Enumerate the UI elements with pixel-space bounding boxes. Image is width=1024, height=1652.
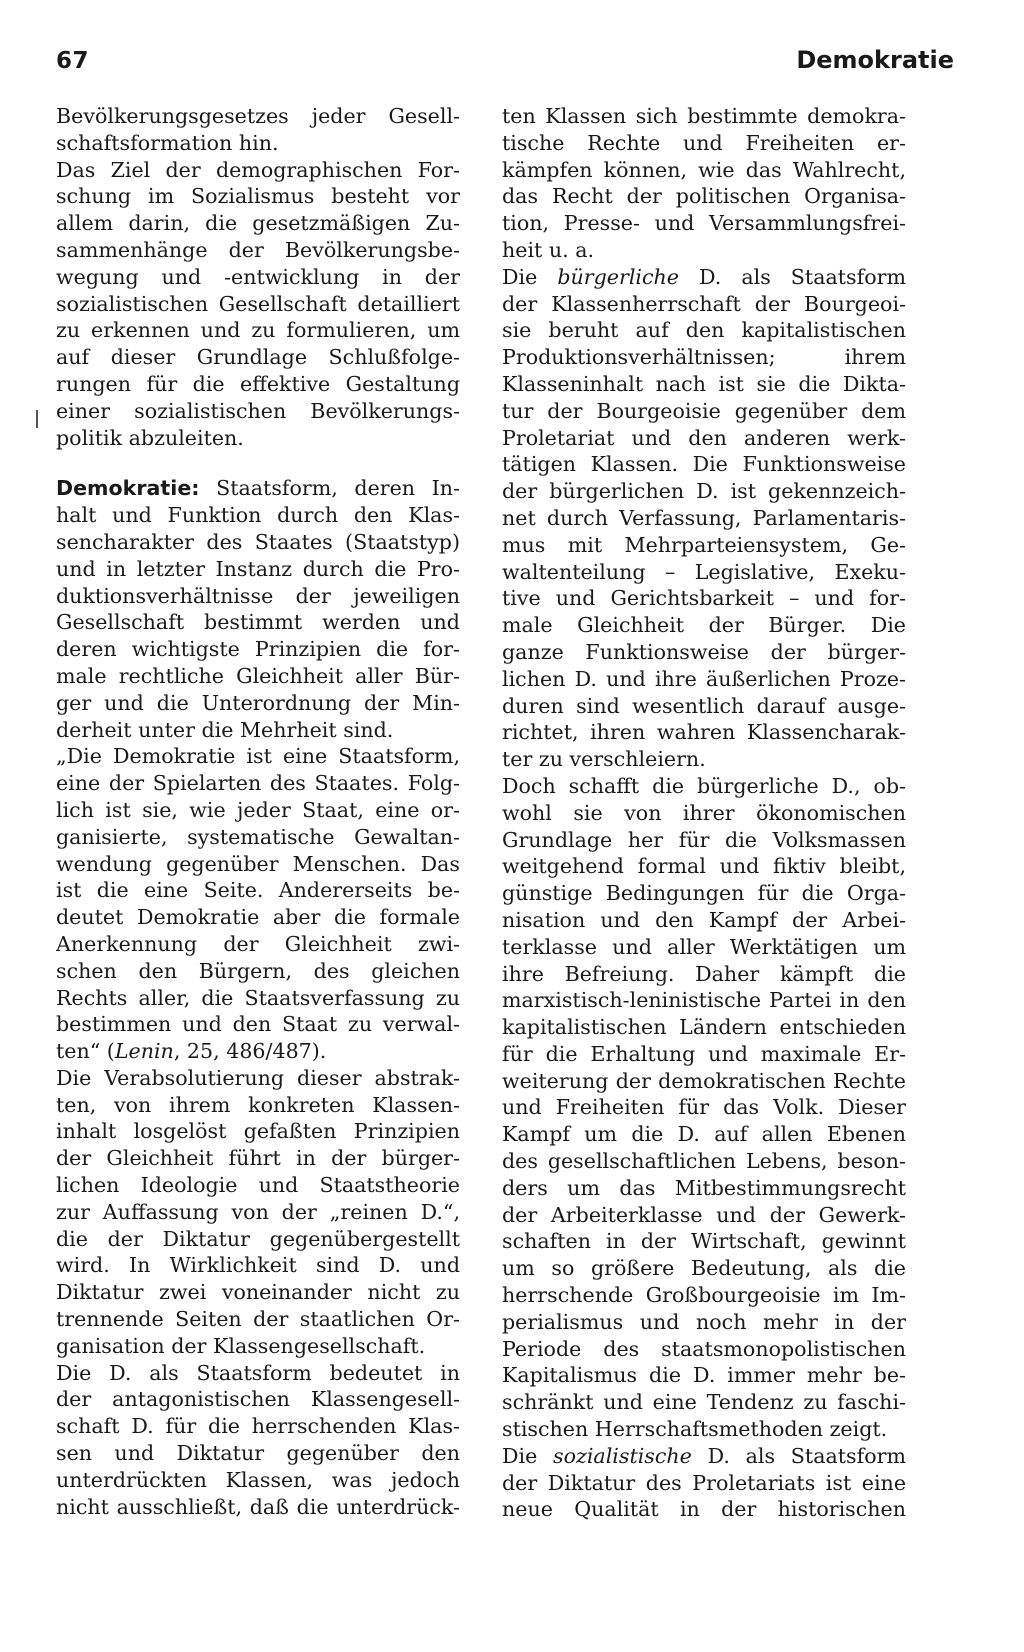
text-line: Kapitalismus die D. immer mehr be- [502,1363,906,1388]
page-number: 67 [56,48,90,74]
text-line: Klasseninhalt nach ist sie die Dikta- [502,371,906,396]
text-line: neue Qualität in der historischen [502,1497,906,1522]
text-line: weiterung der demokratischen Rechte [502,1068,906,1093]
text-line: tur der Bourgeoisie gegenüber dem [502,398,906,423]
text-line: eine der Spielarten des Staates. Folg- [56,771,460,796]
paragraph [56,103,460,157]
text-line: marxistisch-leninistische Partei in den [502,988,906,1013]
text-line: ganisation der Klassengesellschaft. [56,1333,426,1358]
text-line: Doch schafft die bürgerliche D., ob- [502,773,906,798]
text-line: unterdrückten Klassen, was jedoch [56,1467,460,1492]
text-line: Produktionsverhältnissen; ihrem [502,345,906,370]
text-line: der antagonistischen Klassengesell- [56,1387,460,1412]
text-line: der Klassenherrschaft der Bourgeoi- [502,291,906,316]
text-line: Kampf um die D. auf allen Ebenen [502,1122,906,1147]
paragraph [502,1443,906,1523]
text-line: nicht ausschließt, daß die unterdrück- [56,1494,460,1519]
text-line: Das Ziel der demographischen For- [56,157,460,182]
text-line: schaften in der Wirtschaft, gewinnt [502,1229,906,1254]
text-line: male Gleichheit der Bürger. Die [502,613,906,638]
text-line: derheit unter die Mehrheit sind. [56,717,394,742]
text-line: nisation und den Kampf der Arbei- [502,907,906,932]
text-line: duktionsverhältnisse der jeweiligen [56,583,460,608]
text-line: deren wichtigste Prinzipien die for- [56,637,460,662]
text-line: allem darin, die gesetzmäßigen Zu- [56,211,460,236]
text-line: schränkt und eine Tendenz zu faschi- [502,1390,906,1415]
left-column [56,103,460,1520]
text-line: male rechtliche Gleichheit aller Bür- [56,663,460,688]
right-column [502,103,906,1523]
citation-author: Lenin [114,1039,174,1064]
text-line: rungen für die effektive Gestaltung [56,371,460,396]
text-line: „Die Demokratie ist eine Staatsform, [56,744,460,769]
entry-definition [56,475,460,743]
text-line: ter zu verschleiern. [502,747,706,772]
text-line: ten Klassen sich bestimmte demokra- [502,104,906,128]
text-line: zu erkennen und zu formulieren, um [56,318,460,343]
text-line: sencharakter des Staates (Staatstyp) [56,529,460,554]
text-line: ten, von ihrem konkreten Klassen- [56,1092,460,1117]
text-line: sie beruht auf den kapitalistischen [502,318,906,343]
text-line: zur Auffassung von der „reinen D.“, [56,1199,460,1224]
text-line: sammenhänge der Bevölkerungsbe- [56,237,460,262]
text-line: heit u. a. [502,237,595,262]
quotation-paragraph [56,743,460,1065]
text-line: politik abzuleiten. [56,425,244,450]
text-line: ganisierte, systematische Gewaltan- [56,824,460,849]
text-line: Bevölkerungsgesetzes jeder Gesell- [56,104,460,128]
text-line: für die Erhaltung und maximale Er- [502,1041,906,1066]
text-line: der Gleichheit führt in der bürger- [56,1146,460,1171]
running-title: Demokratie [796,46,954,74]
text-line: einer sozialistischen Bevölkerungs- [56,398,460,423]
paragraph [56,157,460,452]
text-line: Gesellschaft bestimmt werden und [56,610,460,635]
text-line: kapitalistischen Ländern entschieden [502,1015,906,1040]
entry-term: Demokratie: [56,476,200,501]
text-line: trennende Seiten der staatlichen Or- [56,1307,460,1332]
text-line: halt und Funktion durch den Klas- [56,503,460,528]
text-line: Die sozialistische D. als Staatsform [502,1443,906,1468]
text-line: lichen Ideologie und Staatstheorie [56,1173,460,1198]
text-line: perialismus und noch mehr in der [502,1309,906,1334]
text-line: Proletariat und den anderen werk- [502,425,906,450]
text-line: deutet Demokratie aber die formale [56,905,460,930]
text-line: ganze Funktionsweise der bürger- [502,639,906,664]
text-line: lich ist sie, wie jeder Staat, eine or- [56,797,460,822]
text-line: Die bürgerliche D. als Staatsform [502,264,906,289]
entry-text: Staatsform, deren In- [199,476,460,501]
text-line: wohl sie von ihrer ökonomischen [502,800,906,825]
margin-mark [36,410,38,428]
text-line: tische Rechte und Freiheiten er- [502,130,906,155]
text-line: wegung und -entwicklung in der [56,264,460,289]
text-line: ihre Befreiung. Daher kämpft die [502,961,906,986]
text-line: Rechts aller, die Staatsverfassung zu [56,985,460,1010]
text-line: wird. In Wirklichkeit sind D. und [56,1253,460,1278]
text-line: schung im Sozialismus besteht vor [56,184,460,209]
text-line: Die D. als Staatsform bedeutet in [56,1360,460,1385]
emphasized-term: sozialistische [553,1443,692,1468]
text-line [56,475,460,502]
text-line: waltenteilung – Legislative, Exeku- [502,559,906,584]
text-line: schaft D. für die herrschenden Klas- [56,1414,460,1439]
text-line: Die Verabsolutierung dieser abstrak- [56,1065,460,1090]
text-line: sen und Diktatur gegenüber den [56,1441,460,1466]
text-line: schaftsformation hin. [56,130,279,155]
text-line: schen den Bürgern, des gleichen [56,958,460,983]
text-line: ist die eine Seite. Andererseits be- [56,878,460,903]
text-line: ders um das Mitbestimmungsrecht [502,1175,906,1200]
text-line: und in letzter Instanz durch die Pro- [56,556,460,581]
text-line: der Arbeiterklasse und der Gewerk- [502,1202,906,1227]
text-line: der Diktatur des Proletariats ist eine [502,1470,906,1495]
text-line: herrschende Großbourgeoisie im Im- [502,1283,906,1308]
text-line: richtet, ihren wahren Klassencharak- [502,720,906,745]
paragraph [56,1360,460,1521]
text-line: des gesellschaftlichen Lebens, beson- [502,1149,906,1174]
text-line: Anerkennung der Gleichheit zwi- [56,931,460,956]
text-line: bestimmen und den Staat zu verwal- [56,1012,460,1037]
text-line: inhalt losgelöst gefaßten Prinzipien [56,1119,460,1144]
text-line: ger und die Unterordnung der Min- [56,690,460,715]
text-line: weitgehend formal und fiktiv bleibt, [502,854,906,879]
text-line: die der Diktatur gegenübergestellt [56,1226,460,1251]
text-line: auf dieser Grundlage Schlußfolge- [56,345,460,370]
text-line: terklasse und aller Werktätigen um [502,934,906,959]
text-line: Grundlage her für die Volksmassen [502,827,906,852]
text-line: stischen Herrschaftsmethoden zeigt. [502,1417,888,1442]
text-line: tive und Gerichtsbarkeit – und for- [502,586,906,611]
text-line: Periode des staatsmonopolistischen [502,1336,906,1361]
text-line: und Freiheiten für das Volk. Dieser [502,1095,906,1120]
text-line: das Recht der politischen Organisa- [502,184,906,209]
text-line: sozialistischen Gesellschaft detailliert [56,291,460,316]
text-line: mus mit Mehrparteiensystem, Ge- [502,532,906,557]
paragraph [502,103,906,264]
text-line: um so größere Bedeutung, als die [502,1256,906,1281]
text-line: tion, Presse- und Versammlungsfrei- [502,211,906,236]
text-line: lichen D. und ihre äußerlichen Proze- [502,666,906,691]
text-line: wendung gegenüber Menschen. Das [56,851,460,876]
emphasized-term: bürgerliche [557,264,679,289]
text-line: net durch Verfassung, Parlamentaris- [502,505,906,530]
text-line: der bürgerlichen D. ist gekennzeich- [502,479,906,504]
paragraph [502,264,906,773]
text-line: tätigen Klassen. Die Funktionsweise [502,452,906,477]
paragraph [56,1065,460,1360]
text-line: günstige Bedingungen für die Orga- [502,881,906,906]
paragraph [502,773,906,1443]
text-line: ten“ (Lenin, 25, 486/487). [56,1039,327,1064]
text-line: duren sind wesentlich darauf ausge- [502,693,906,718]
text-line: Diktatur zwei voneinander nicht zu [56,1280,460,1305]
text-line: kämpfen können, wie das Wahlrecht, [502,157,906,182]
